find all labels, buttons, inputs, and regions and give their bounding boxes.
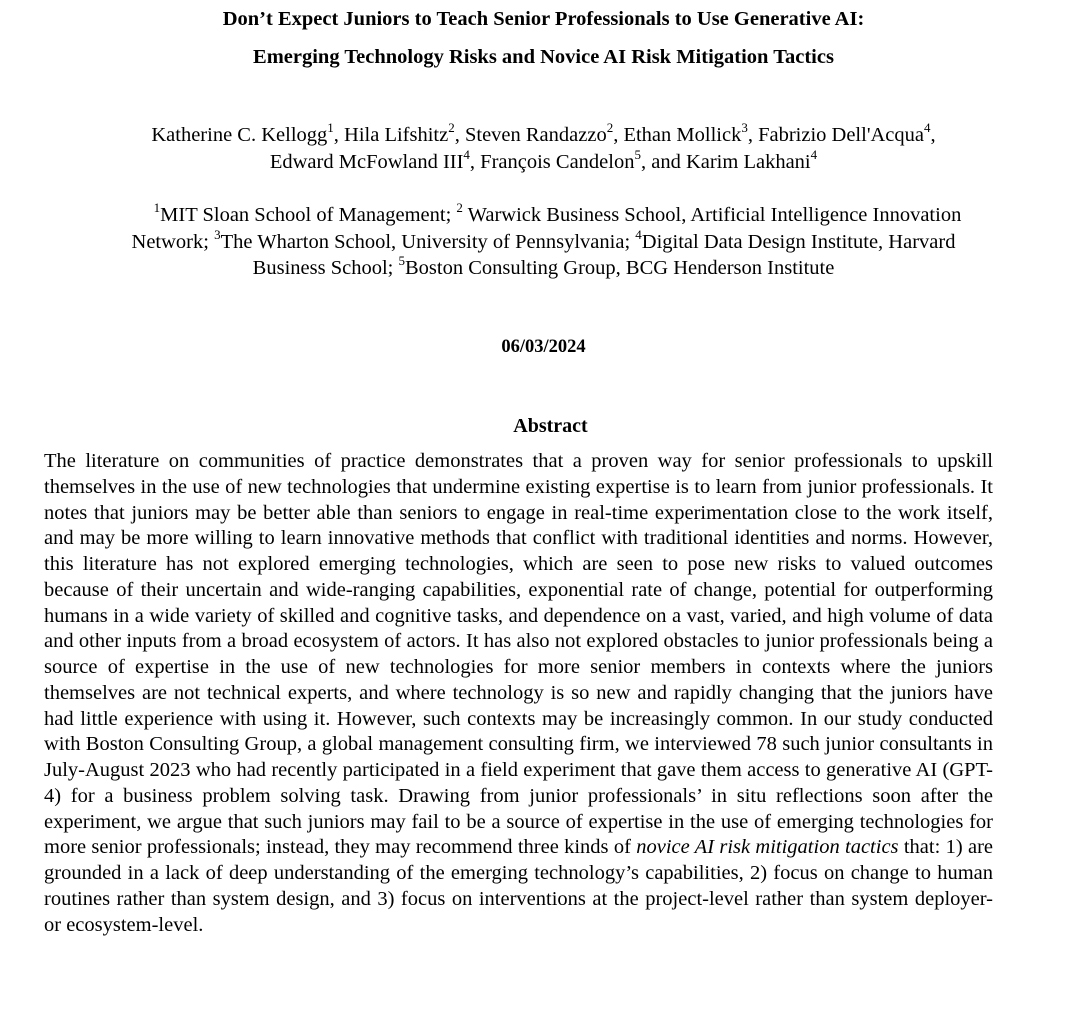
author-affiliation-marker: 1 [327,120,334,136]
author-affiliation-marker: 4 [924,120,931,136]
author-name: Karim Lakhani [685,151,811,173]
abstract-text: that: 1) are grounded in a lack of deep understanding of the emerging technology’s capabilities, 2) focus on change to human routines rather than system design, and 3) focus on interventions at the project-level rather than system deployer- or ecosystem-level. [44,836,994,936]
affiliation-line-3 [0,255,1087,282]
affiliation-text: Business School; [252,257,399,279]
abstract-italic-term: novice AI risk mitigation tactics [636,836,899,859]
affiliation-marker: 5 [398,253,405,269]
author-name: François Candelon [480,151,635,173]
author-name: Ethan Mollick [623,124,742,146]
author-separator: , [930,124,936,146]
author-line-2 [0,149,1087,176]
affiliation-marker: 2 [456,200,463,216]
author-name: Fabrizio Dell'Acqua [758,124,925,146]
author-list [0,122,1087,176]
author-affiliation-marker: 4 [463,147,470,163]
author-separator: , and [640,151,686,173]
abstract-heading: Abstract [513,415,588,437]
author-separator: , [333,124,345,146]
author-line-1 [0,122,1087,149]
author-separator: , [469,151,481,173]
author-affiliation-marker: 2 [606,120,614,136]
author-affiliation-marker: 3 [741,120,748,136]
abstract-body [44,449,993,938]
author-affiliation-marker: 5 [634,147,641,163]
affiliation-text: Warwick Business School, Artificial Intelligence Innovation [462,204,962,226]
affiliation-line-1 [0,202,1087,229]
affiliation-marker: 3 [214,226,221,242]
affiliation-text: MIT Sloan School of Management; [160,204,457,226]
affiliation-line-2 [0,226,1087,256]
author-name: Steven Randazzo [464,124,607,146]
author-separator: , [454,124,465,146]
paper-title-line-1: Don’t Expect Juniors to Teach Senior Professionals to Use Generative AI: [222,8,865,30]
paper-title-line-2: Emerging Technology Risks and Novice AI Risk Mitigation Tactics [253,46,834,68]
author-separator: , [747,124,759,146]
affiliation-text: Network; [131,230,215,253]
author-separator: , [613,124,624,146]
publication-date: 06/03/2024 [501,337,586,357]
author-affiliation-marker: 2 [448,120,455,136]
author-affiliation-marker: 4 [810,147,818,163]
author-name: Katherine C. Kellogg [151,124,328,146]
affiliation-list [0,202,1087,282]
abstract-text: The literature on communities of practice demonstrates that a proven way for senior professionals to upskill themselves in the use of new technologies that undermine existing expertise is to learn from junior professionals. It notes that juniors may be better able than seniors to engage in real-time experimentation close to the work itself, and may be more willing to learn innovative methods that conflict with traditional identities and norms. However, this literature has not explored emerging technologies, which are seen to pose new risks to valued outcomes because of their uncertain and wide-ranging capabilities, exponential rate of change, potential for outperforming humans in a wide variety of skilled and cognitive tasks, and dependence on a vast, varied, and high volume of data and other inputs from a broad ecosystem of actors. It has also not explored obstacles to junior professionals being a source of expertise in the use of new technologies for more senior members in contexts where the juniors themselves are not technical experts, and where technology is so new and rapidly changing that the juniors have had little experience with using it. However, such contexts may be increasingly common. In our study conducted with Boston Consulting Group, a global management consulting firm, we interviewed 78 such junior consultants in July-August 2023 who had recently participated in a field experiment that gave them access to generative AI (GPT-4) for a business problem solving task. Drawing from junior professionals’ in situ reflections soon after the experiment, we argue that such juniors may fail to be a source of expertise in the use of emerging technologies for more senior professionals; instead, they may recommend three kinds of [44,450,993,859]
affiliation-marker: 4 [635,226,642,242]
affiliation-marker: 1 [153,200,161,216]
affiliation-text: Digital Data Design Institute, Harvard [641,230,956,253]
affiliation-text: The Wharton School, University of Pennsylvania; [220,230,636,253]
affiliation-text: Boston Consulting Group, BCG Henderson Institute [404,257,835,279]
author-name: Edward McFowland III [269,151,464,173]
author-name: Hila Lifshitz [344,124,449,146]
